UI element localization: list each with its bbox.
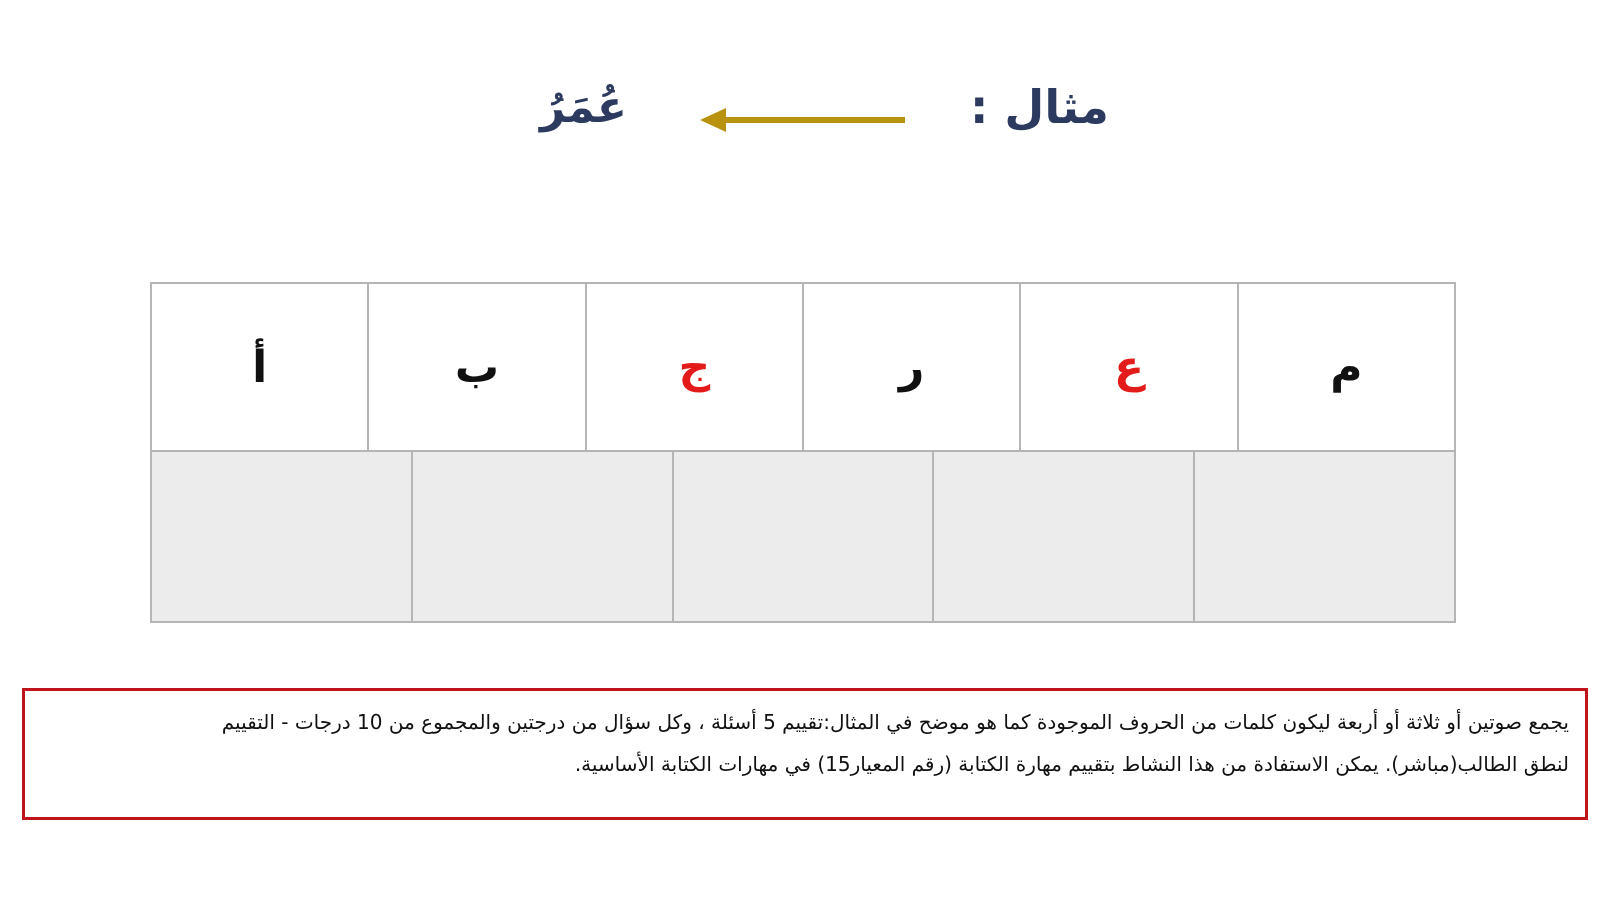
letter-cell: ع [1019,284,1236,450]
example-word: عُمَرُ [540,82,627,133]
answers-row [152,452,1454,621]
letter-cell: ر [802,284,1019,450]
left-arrow-icon [700,108,910,132]
letters-row [152,284,1454,452]
letter-cell: ب [367,284,584,450]
letter-cell: م [1237,284,1454,450]
answer-cell[interactable] [932,452,1193,621]
answer-cell[interactable] [1193,452,1454,621]
letter-cell: أ [252,341,268,393]
answer-cell[interactable] [152,452,411,621]
instructions-line-2: لنطق الطالب(مباشر). يمكن الاستفادة من هذا النشاط بتقييم مهارة الكتابة (رقم المعيار15) في مهارات الكتابة الأساسية. [574,752,1569,776]
answer-cell[interactable] [672,452,933,621]
letter-cell: ج [585,284,802,450]
answer-cell[interactable] [411,452,672,621]
instructions-line-1: يجمع صوتين أو ثلاثة أو أربعة ليكون كلمات من الحروف الموجودة كما هو موضح في المثال:تقييم 5 أسئلة ، وكل سؤال من درجتين والمجموع من 10 درجات - التقييم [221,710,1569,734]
instructions-box [22,688,1588,820]
example-label: مثال : [970,80,1109,134]
letters-table [150,282,1456,623]
